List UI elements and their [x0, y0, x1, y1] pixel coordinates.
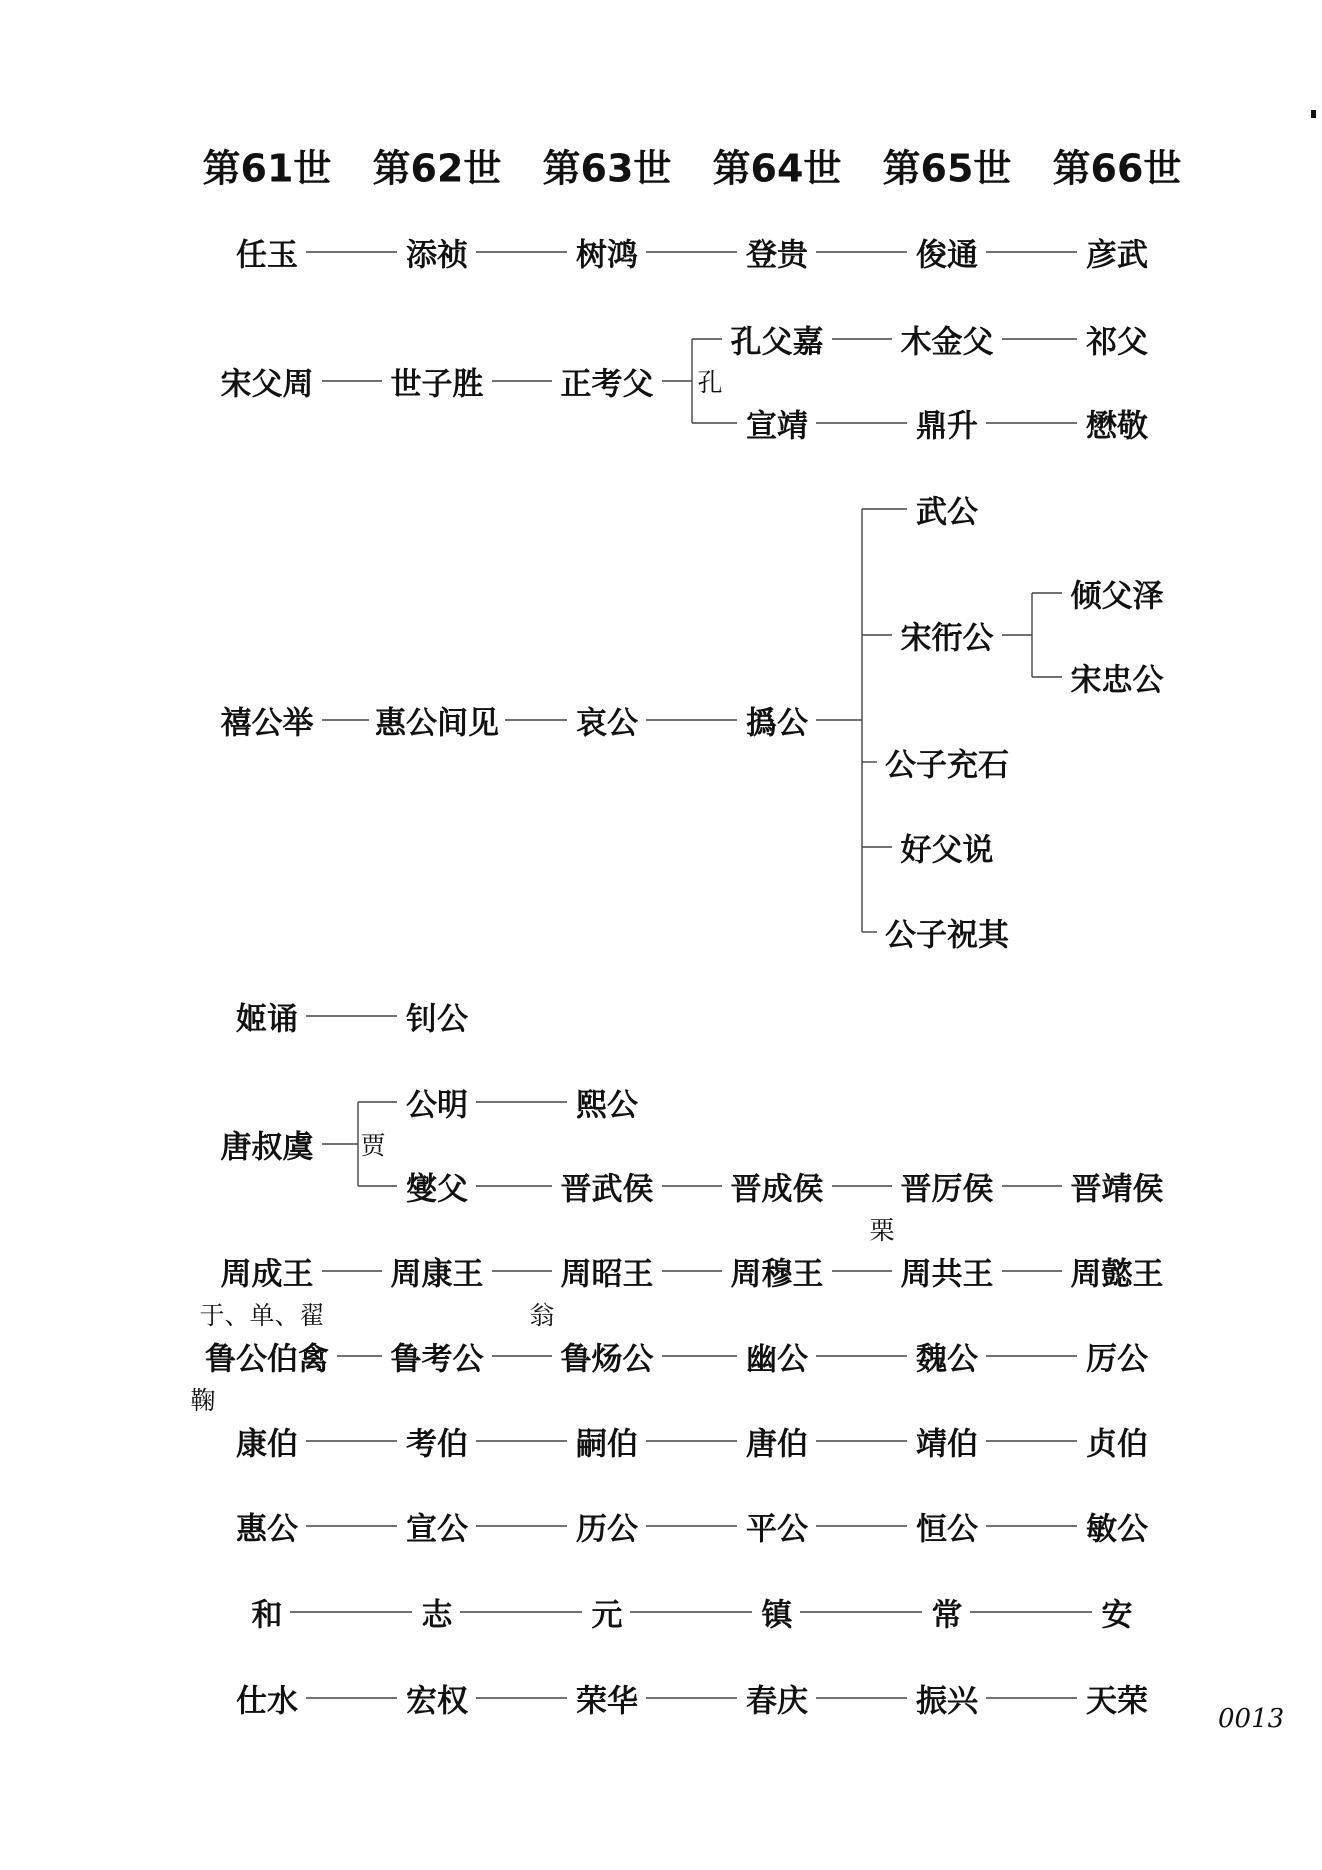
- person-name: 宏权: [406, 1683, 468, 1720]
- person-name: 祁父: [1086, 324, 1148, 361]
- person-name: 添祯: [406, 237, 468, 274]
- person-name: 倾父泽: [1070, 578, 1164, 615]
- person-name: 鲁考公: [390, 1341, 484, 1378]
- surname-note: 翁: [529, 1301, 555, 1330]
- person-name: 撝公: [746, 705, 808, 742]
- person-name: 晋厉侯: [900, 1171, 994, 1208]
- branch-note: 贾: [360, 1131, 386, 1160]
- page-number: 0013: [1218, 1704, 1285, 1734]
- person-name: 康伯: [236, 1426, 298, 1463]
- person-name: 周成王: [220, 1256, 314, 1293]
- person-name: 树鸿: [576, 237, 638, 274]
- person-name: 世子胜: [390, 366, 484, 403]
- person-name: 鲁公伯禽: [205, 1341, 329, 1378]
- person-name: 任玉: [236, 237, 298, 274]
- person-name: 志: [421, 1597, 453, 1634]
- person-name: 登贵: [746, 237, 808, 274]
- corner-mark: [1311, 110, 1316, 118]
- person-name: 周共王: [900, 1256, 994, 1293]
- surname-note: 鞠: [190, 1386, 216, 1415]
- person-name: 唐叔虞: [220, 1129, 314, 1166]
- person-name: 唐伯: [746, 1426, 808, 1463]
- person-name: 幽公: [746, 1341, 808, 1378]
- generation-header-65: 第65世: [882, 146, 1012, 191]
- person-name: 宋衎公: [900, 620, 994, 657]
- generation-header-64: 第64世: [712, 146, 842, 191]
- person-name: 靖伯: [916, 1426, 978, 1463]
- person-name: 宣公: [406, 1511, 468, 1548]
- person-name: 木金父: [900, 324, 994, 361]
- person-name: 孔父嘉: [730, 324, 824, 361]
- person-name: 俊通: [916, 237, 978, 274]
- person-name: 周康王: [390, 1256, 484, 1293]
- person-name: 天荣: [1086, 1683, 1148, 1720]
- person-name: 公子充石: [885, 747, 1009, 784]
- person-name: 振兴: [916, 1683, 978, 1720]
- person-name: 历公: [576, 1511, 638, 1548]
- person-name: 魏公: [916, 1341, 978, 1378]
- person-name: 好父说: [900, 832, 994, 869]
- surname-note: 栗: [869, 1216, 895, 1245]
- person-name: 晋成侯: [730, 1171, 824, 1208]
- person-name: 仕水: [236, 1683, 298, 1720]
- person-name: 和: [251, 1597, 283, 1634]
- person-name: 考伯: [406, 1426, 468, 1463]
- person-name: 武公: [916, 494, 978, 531]
- person-name: 周懿王: [1070, 1256, 1164, 1293]
- person-name: 宣靖: [746, 408, 808, 445]
- person-name: 周昭王: [560, 1256, 654, 1293]
- person-name: 恒公: [916, 1511, 978, 1548]
- person-name: 平公: [746, 1511, 808, 1548]
- person-name: 宋忠公: [1070, 662, 1164, 699]
- person-name: 钊公: [406, 1001, 468, 1038]
- person-name: 鼎升: [916, 408, 978, 445]
- person-name: 贞伯: [1086, 1426, 1148, 1463]
- generation-header-62: 第62世: [372, 146, 502, 191]
- person-name: 鲁炀公: [560, 1341, 654, 1378]
- person-name: 熙公: [576, 1087, 638, 1124]
- person-name: 厉公: [1086, 1341, 1148, 1378]
- person-name: 哀公: [576, 705, 638, 742]
- person-name: 敏公: [1086, 1511, 1148, 1548]
- person-name: 姬诵: [236, 1001, 298, 1038]
- person-name: 荣华: [576, 1683, 638, 1720]
- generation-header-63: 第63世: [542, 146, 672, 191]
- person-name: 惠公间见: [375, 705, 499, 742]
- person-name: 懋敬: [1086, 408, 1148, 445]
- person-name: 宋父周: [220, 366, 314, 403]
- person-name: 彦武: [1086, 237, 1148, 274]
- person-name: 燮父: [406, 1171, 468, 1208]
- person-name: 公明: [406, 1087, 468, 1124]
- person-name: 惠公: [236, 1511, 298, 1548]
- person-name: 晋靖侯: [1070, 1171, 1164, 1208]
- person-name: 公子祝其: [885, 917, 1009, 954]
- person-name: 周穆王: [730, 1256, 824, 1293]
- person-name: 嗣伯: [576, 1426, 638, 1463]
- person-name: 晋武侯: [560, 1171, 654, 1208]
- person-name: 镇: [761, 1597, 793, 1634]
- generation-header-66: 第66世: [1052, 146, 1182, 191]
- person-name: 正考父: [560, 366, 654, 403]
- generation-header-61: 第61世: [202, 146, 332, 191]
- surname-note: 于、单、翟: [199, 1301, 325, 1330]
- person-name: 常: [931, 1597, 963, 1634]
- person-name: 禧公举: [220, 705, 314, 742]
- branch-note: 孔: [697, 368, 723, 397]
- person-name: 元: [591, 1597, 623, 1634]
- person-name: 安: [1101, 1597, 1133, 1634]
- person-name: 春庆: [746, 1683, 808, 1720]
